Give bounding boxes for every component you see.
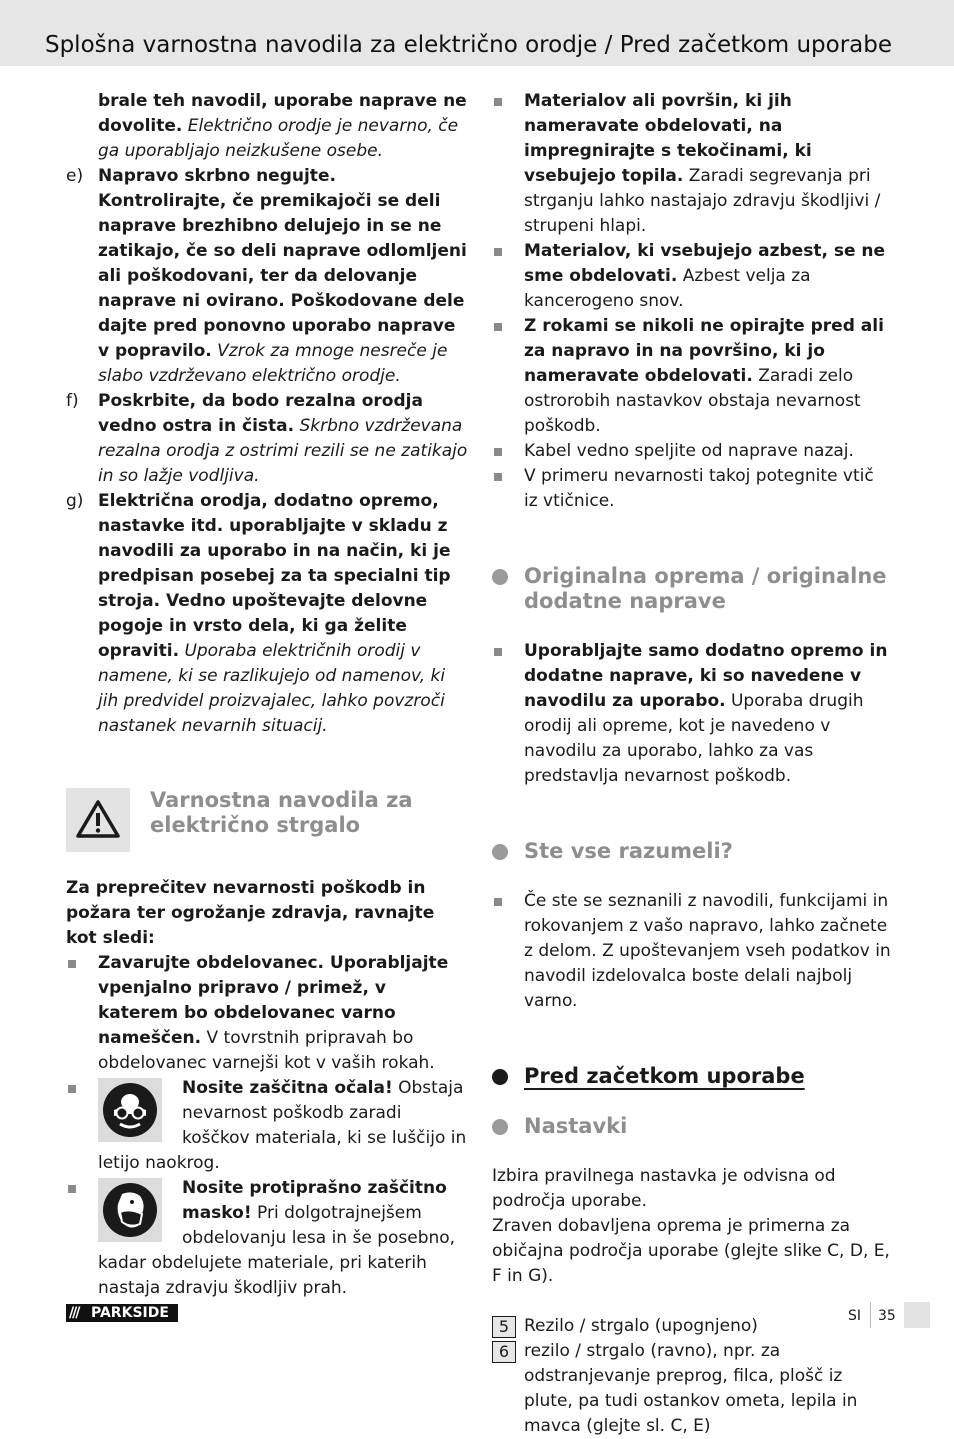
bullet-icon	[494, 248, 502, 256]
page-header	[0, 0, 954, 66]
bullet-icon	[68, 1085, 76, 1093]
section-title: Pred začetkom uporabe	[524, 1064, 805, 1088]
numbered-item	[492, 1339, 892, 1439]
section-heading	[492, 839, 892, 864]
bullet-item	[492, 239, 892, 314]
left-column	[66, 89, 468, 1301]
list-item-e	[66, 164, 468, 389]
spacer	[492, 614, 892, 639]
italic-text: Skrbno vzdrževana rezalna orodja z ostrimi rezili se ne zatikajo in so lažje vodljiva.	[98, 416, 468, 486]
body-text: Rezilo / strgalo (upognjeno)	[524, 1316, 758, 1336]
bullet-icon	[494, 98, 502, 106]
bold-text: Električna orodja, dodatno opremo, nastavke itd. uporabljajte v skladu z navodili za uporabo in na način, ki je predpisan posebej za ta specialni tip stroja. Vedno upoštevajte delovne pogoje in vrsto dela, ki ga želite opraviti.	[98, 491, 451, 661]
page-number: 35	[878, 1308, 896, 1324]
bullet-item	[492, 464, 892, 514]
part-number: 5	[492, 1316, 516, 1338]
bold-text: Napravo skrbno negujte. Kontrolirajte, če premikajoči se deli naprave brezhibno delujejo in se ne zatikajo, če so deli naprave odlomljeni ali poškodovani, ter da delovanje naprave ni ovirano. Poškodovane dele dajte pred ponovno uporabo naprave v popravilo.	[98, 166, 467, 361]
italic-text: Električno orodje je nevarno, če ga uporabljajo neizkušene osebe.	[98, 116, 459, 161]
bold-text: Poskrbite, da bodo rezalna orodja vedno ostra in čista.	[98, 391, 423, 436]
section-heading	[492, 1114, 892, 1139]
body-text: V tovrstnih pripravah bo obdelovanec varnejši kot v vaših rokah.	[98, 1028, 435, 1073]
bullet-item-goggles	[66, 1076, 468, 1176]
body-text: Obstaja nevarnost poškodb zaradi koščkov materiala, ki se luščijo in letijo naokrog.	[98, 1078, 467, 1173]
bullet-item	[492, 89, 892, 239]
bold-text: Zavarujte obdelovanec. Uporabljajte vpenjalno pripravo / primež, v katerem bo obdelovanec varno nameščen.	[98, 953, 449, 1048]
body-text: Uporaba drugih orodij ali opreme, kot je navedeno v navodilu za uporabo, lahko za vas predstavlja nevarnost poškodb.	[524, 691, 864, 786]
bullet-item	[492, 889, 892, 1014]
italic-text: Uporaba električnih orodij v namene, ki se razlikujejo od namenov, ki jih predvidel proizvajalec, lahko povzroči nastanek nevarnih situacij.	[98, 641, 446, 736]
bullet-icon	[494, 448, 502, 456]
section-heading	[492, 1064, 892, 1089]
bullet-icon	[494, 648, 502, 656]
bullet-dot-icon	[492, 569, 508, 585]
paragraph: Zraven dobavljena oprema je primerna za običajna področja uporabe (glejte slike C, D, E, F in G).	[492, 1216, 890, 1286]
spacer	[492, 514, 892, 564]
body-text: Zaradi zelo ostrorobih nastavkov obstaja nevarnost poškodb.	[524, 366, 861, 436]
numbered-item	[492, 1314, 892, 1339]
page-title: Splošna varnostna navodila za električno orodje / Pred začetkom uporabe	[44, 32, 892, 58]
warning-icon	[66, 788, 130, 852]
body-text: Zaradi segrevanja pri strganju lahko nastajajo zdravju škodljivi / strupeni hlapi.	[524, 166, 881, 236]
spacer	[492, 864, 892, 889]
section-title: Originalna oprema / originalne dodatne naprave	[524, 564, 887, 613]
bullet-icon	[494, 323, 502, 331]
bullet-dot-icon	[492, 1119, 508, 1135]
bullet-item	[492, 314, 892, 439]
spacer	[492, 1289, 892, 1314]
bullet-dot-icon	[492, 1069, 508, 1085]
body-text: V primeru nevarnosti takoj potegnite vtič iz vtičnice.	[524, 466, 874, 511]
item-marker: f)	[66, 391, 79, 411]
continued-paragraph	[66, 89, 468, 164]
logo-slashes-icon: ///	[69, 1305, 79, 1321]
spacer	[66, 739, 468, 788]
spacer	[492, 1089, 892, 1114]
list-item-g	[66, 489, 468, 739]
bullet-item	[66, 951, 468, 1076]
bold-text: Materialov ali površin, ki jih nameravate obdelovati, na impregnirajte s tekočinami, ki vsebujejo topila.	[524, 91, 812, 186]
body-text: Če ste se seznanili z navodili, funkcijami in rokovanjem z vašo napravo, lahko začnete z delom. Z upoštevanjem vseh podatkov in navodil izdelovalca boste delali najbolj varno.	[524, 891, 891, 1011]
brand-name: PARKSIDE	[91, 1305, 169, 1321]
dust-mask-icon	[98, 1178, 162, 1242]
item-marker: g)	[66, 491, 84, 511]
section-title: Ste vse razumeli?	[524, 839, 733, 863]
bullet-icon	[68, 960, 76, 968]
bold-text: Nosite protiprašno zaščitno masko!	[182, 1178, 447, 1223]
bullet-icon	[68, 1185, 76, 1193]
bullet-item	[492, 639, 892, 789]
safety-goggles-icon	[98, 1078, 162, 1142]
section-title: Nastavki	[524, 1114, 628, 1138]
paragraph: Izbira pravilnega nastavka je odvisna od področja uporabe.	[492, 1166, 836, 1211]
part-number: 6	[492, 1341, 516, 1363]
list-item-f	[66, 389, 468, 489]
intro-text: Za preprečitev nevarnosti poškodb in požara ter ogrožanje zdravja, ravnajte kot sledi:	[66, 878, 435, 948]
bold-text: Uporabljajte samo dodatno opremo in dodatne naprave, ki so navedene v navodilu za uporabo.	[524, 641, 888, 711]
bullet-icon	[494, 898, 502, 906]
body-text: Azbest velja za kancerogeno snov.	[524, 266, 811, 311]
section-title: Varnostna navodila za električno strgalo	[150, 788, 413, 837]
spacer	[66, 852, 468, 876]
bold-text: Z rokami se nikoli ne opirajte pred ali za napravo in na površino, ki jo nameravate obdelovati.	[524, 316, 884, 386]
footer-tab	[904, 1302, 930, 1328]
item-marker: e)	[66, 166, 84, 186]
bullet-icon	[494, 473, 502, 481]
bold-text: brale teh navodil, uporabe naprave ne dovolite.	[98, 91, 467, 136]
body-text: Kabel vedno speljite od naprave nazaj.	[524, 441, 854, 461]
warning-heading	[66, 788, 468, 852]
language-code: SI	[848, 1308, 862, 1324]
section-heading	[492, 564, 892, 614]
right-column	[492, 89, 892, 1439]
spacer	[492, 1014, 892, 1064]
bullet-dot-icon	[492, 844, 508, 860]
brand-logo	[66, 1304, 178, 1322]
italic-text: Vzrok za mnoge nesreče je slabo vzdrževano električno orodje.	[98, 341, 448, 386]
bold-text: Nosite zaščitna očala!	[182, 1078, 393, 1098]
body-text: rezilo / strgalo (ravno), npr. za odstranjevanje preprog, filca, plošč iz plute, pa tudi ostankov ometa, lepila in mavca (glejte sl. C, E)	[524, 1341, 858, 1436]
bullet-item	[492, 439, 892, 464]
body-text: Pri dolgotrajnejšem obdelovanju lesa in še posebno, kadar obdelujete materiale, pri katerih nastaja zdravju škodljiv prah.	[98, 1203, 456, 1298]
bullet-item-mask	[66, 1176, 468, 1301]
bold-text: Materialov, ki vsebujejo azbest, se ne sme obdelovati.	[524, 241, 886, 286]
spacer	[492, 1139, 892, 1164]
footer-divider	[870, 1302, 871, 1328]
spacer	[492, 789, 892, 839]
